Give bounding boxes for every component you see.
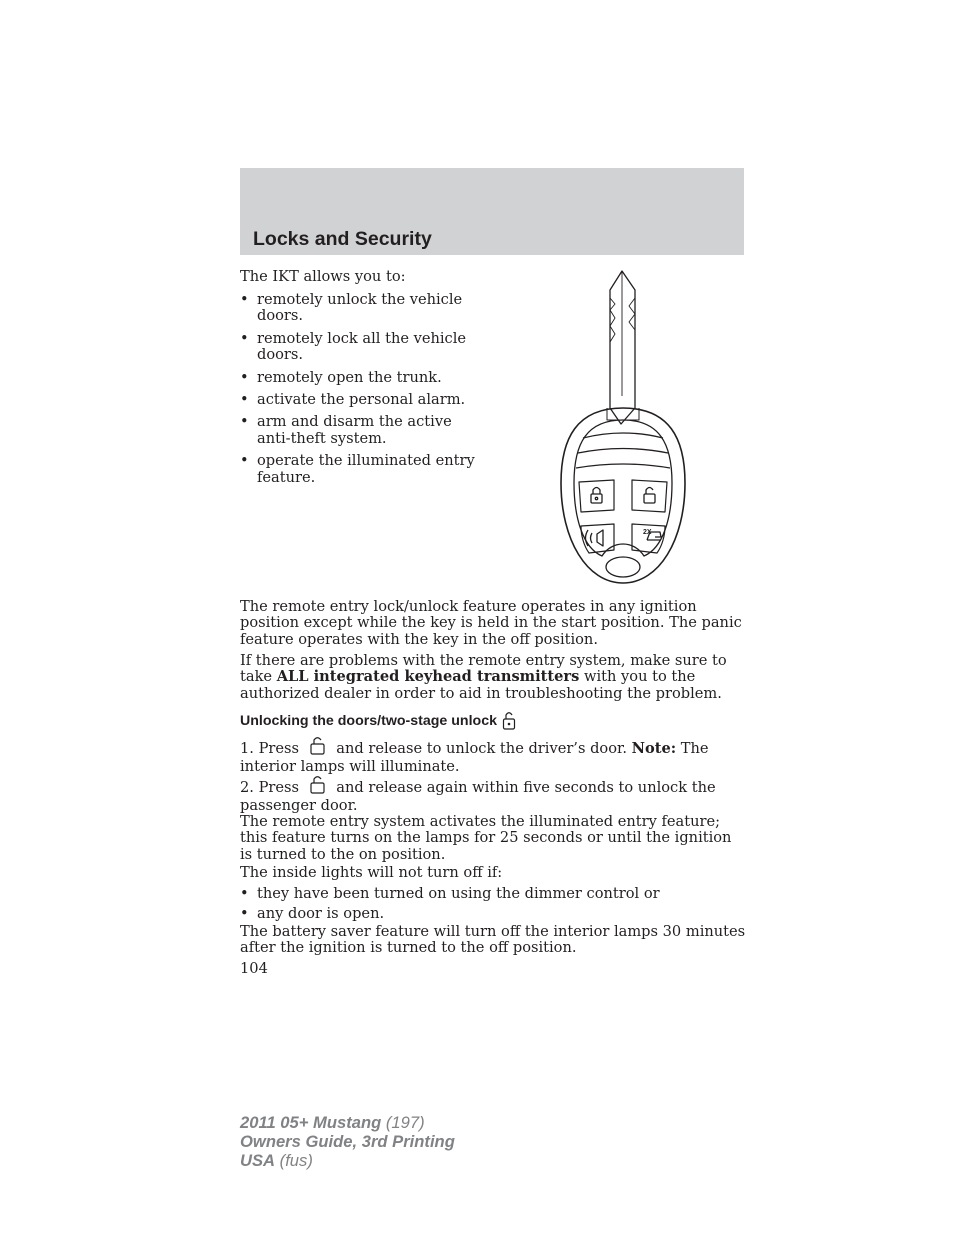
list-item: • any door is open. bbox=[240, 906, 744, 922]
subheading-unlocking: Unlocking the doors/two-stage unlock bbox=[240, 711, 517, 731]
intro-text: The IKT allows you to: bbox=[240, 268, 406, 285]
page-number: 104 bbox=[240, 960, 268, 977]
unlock-icon bbox=[307, 775, 329, 795]
list-item: • remotely unlock the vehicle doors. bbox=[240, 292, 480, 325]
list-item: • operate the illuminated entry feature. bbox=[240, 453, 480, 486]
unlock-icon bbox=[307, 736, 329, 756]
emphasis-text: ALL integrated keyhead transmitters bbox=[276, 668, 580, 686]
note-label: Note: bbox=[631, 740, 677, 757]
list-item: • remotely lock all the vehicle doors. bbox=[240, 331, 480, 364]
document-footer: 2011 05+ Mustang (197) Owners Guide, 3rd Printing USA (fus) bbox=[240, 1113, 455, 1170]
feature-list bbox=[240, 292, 480, 492]
section-title: Locks and Security bbox=[253, 228, 432, 250]
paragraph-inside-lights: The inside lights will not turn off if: bbox=[240, 864, 503, 881]
list-item: • they have been turned on using the dimmer control or bbox=[240, 886, 744, 902]
paragraph-remote-entry: The remote entry lock/unlock feature operates in any ignition position except while the key is held in the start position. The panic feature operates with the key in the off position. bbox=[240, 598, 742, 648]
paragraph-troubleshooting: If there are problems with the remote entry system, make sure to take ALL integrated keyhead transmitters with you to the authorized dealer in order to aid in troubleshooting the problem. bbox=[240, 652, 727, 702]
condition-list bbox=[240, 886, 744, 923]
step-2: 2. Press and release again within five seconds to unlock the passenger door. bbox=[240, 775, 744, 814]
list-item: • arm and disarm the active anti-theft system. bbox=[240, 414, 480, 447]
unlock-icon bbox=[501, 711, 517, 731]
step-1: 1. Press and release to unlock the driver’s door. Note: The interior lamps will illuminate. bbox=[240, 736, 744, 775]
keyhead-transmitter-illustration bbox=[557, 268, 689, 588]
section-header-band bbox=[240, 168, 744, 255]
list-item: • activate the personal alarm. bbox=[240, 392, 480, 408]
paragraph-battery-saver: The battery saver feature will turn off the interior lamps 30 minutes after the ignition is turned to the off position. bbox=[240, 923, 746, 957]
paragraph-illuminated-entry: The remote entry system activates the illuminated entry feature; this feature turns on the lamps for 25 seconds or until the ignition is turned to the on position. bbox=[240, 813, 732, 863]
trunk-2x-label: 2X bbox=[643, 529, 652, 536]
list-item: • remotely open the trunk. bbox=[240, 370, 480, 386]
